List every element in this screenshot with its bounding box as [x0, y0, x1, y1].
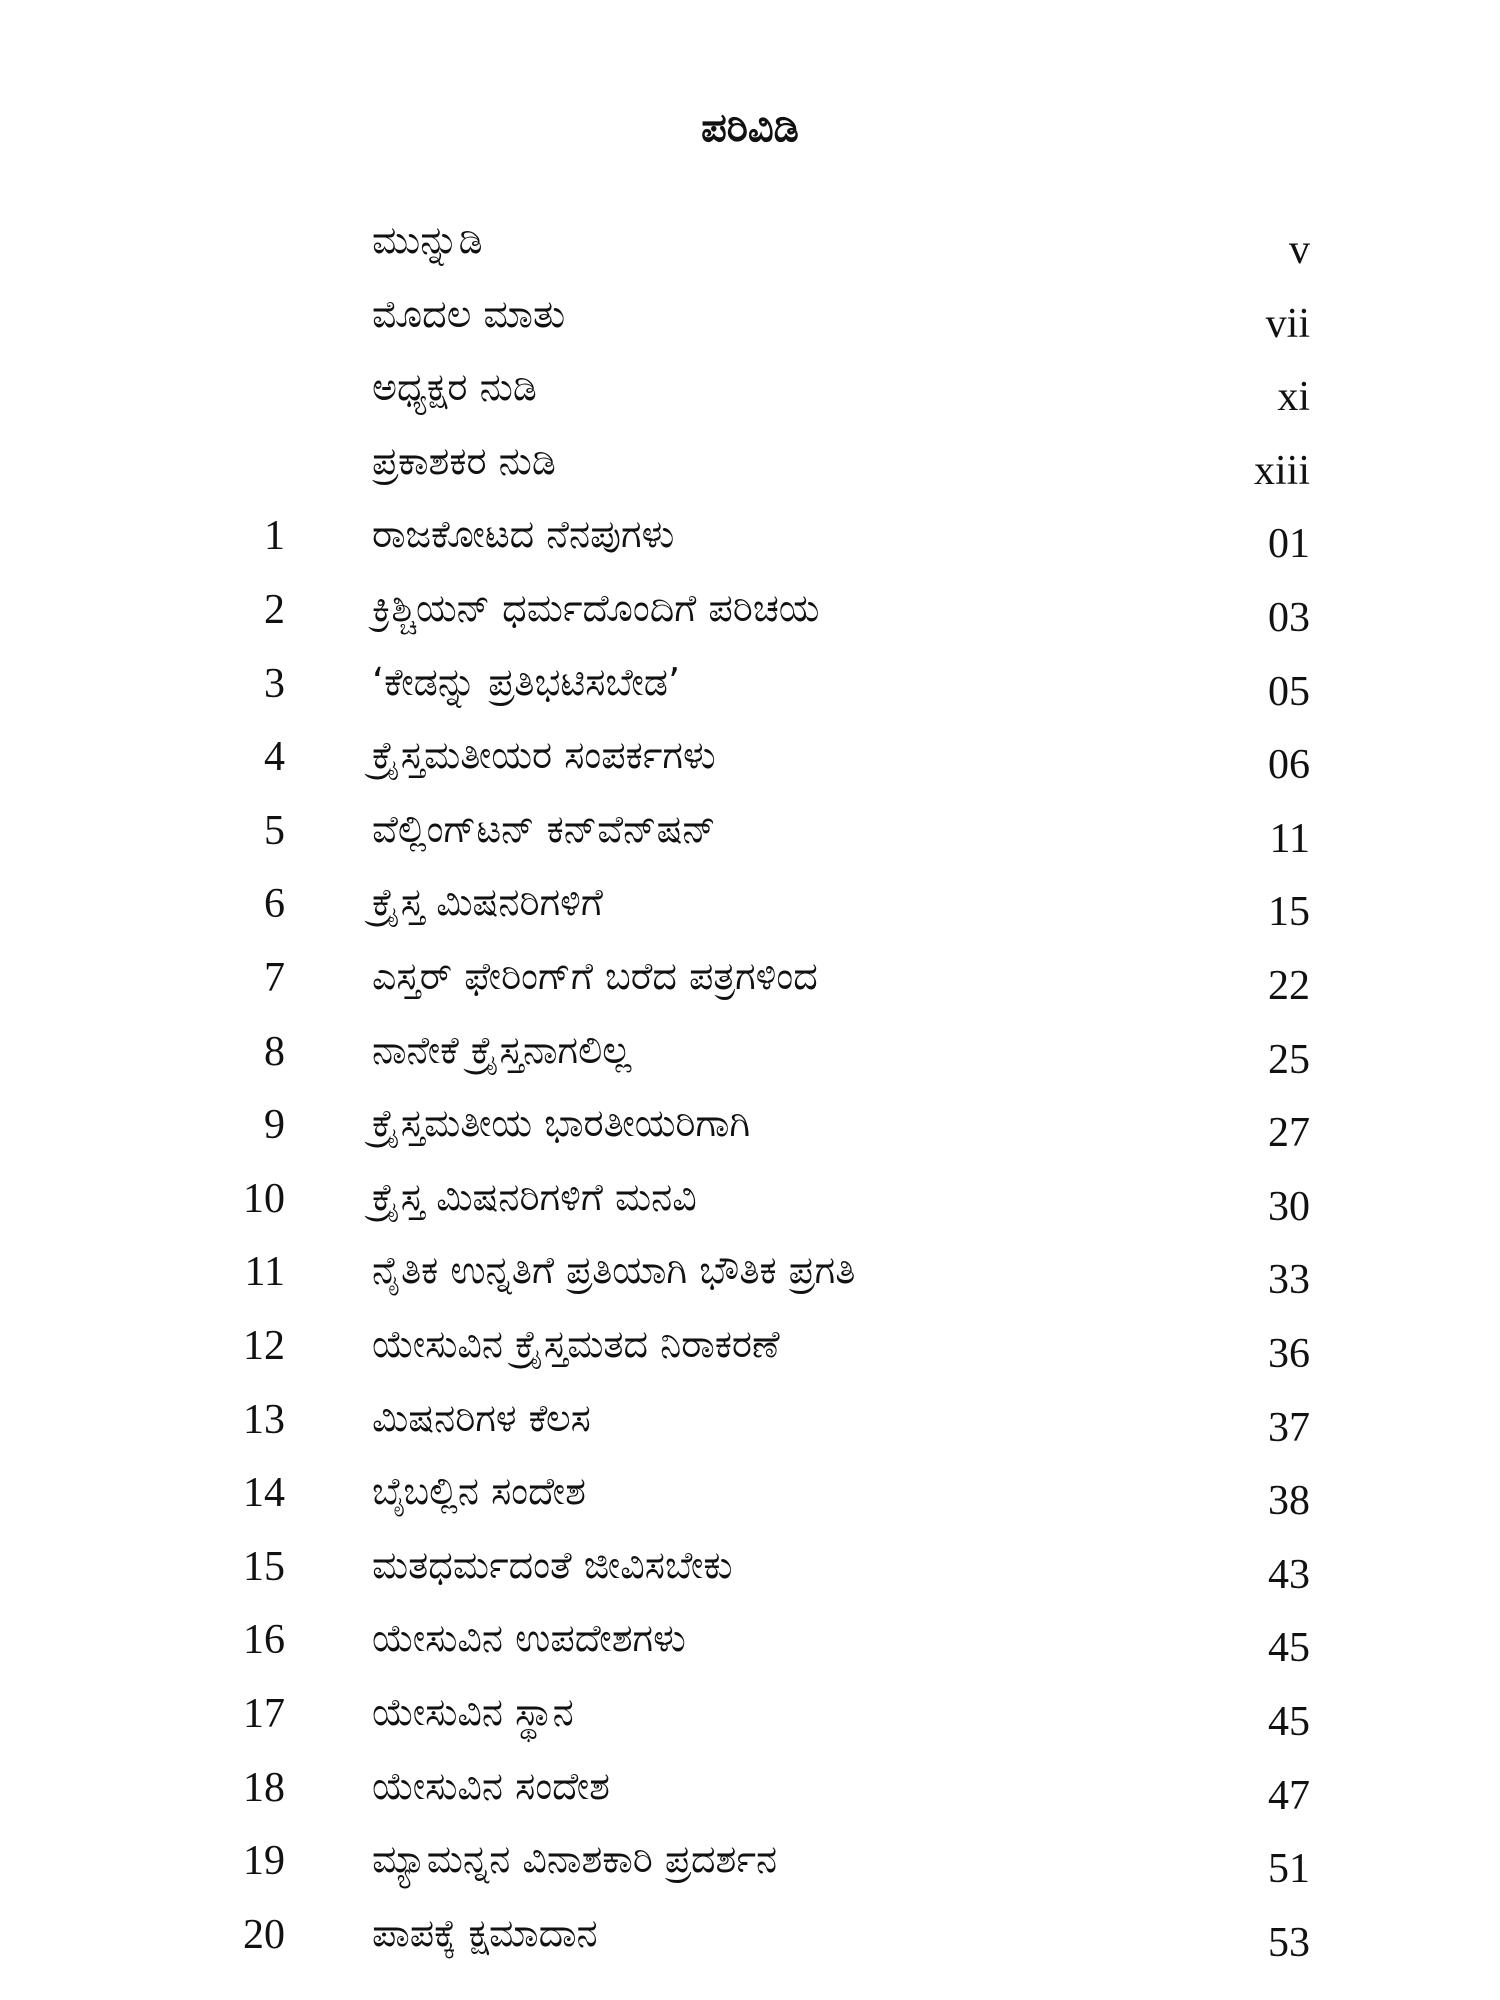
chapter-title: ಯೇಸುವಿನ ಕ್ರೈಸ್ತಮತದ ನಿರಾಕರಣೆ	[372, 1322, 780, 1366]
toc-entry	[0, 1322, 1500, 1392]
page-number: 05	[1268, 668, 1310, 715]
chapter-title: ನೈತಿಕ ಉನ್ನತಿಗೆ ಪ್ರತಿಯಾಗಿ ಭೌತಿಕ ಪ್ರಗತಿ	[372, 1248, 856, 1293]
chapter-title: ಯೇಸುವಿನ ಉಪದೇಶಗಳು	[372, 1616, 686, 1661]
toc-entry	[0, 1028, 1500, 1098]
chapter-number: 4	[264, 734, 285, 781]
chapter-number: 5	[264, 807, 285, 854]
toc-entry	[0, 1543, 1500, 1613]
page-number: xiii	[1253, 447, 1310, 494]
toc-entry	[0, 1469, 1500, 1539]
page-number: 45	[1268, 1625, 1310, 1672]
page-number: 37	[1268, 1404, 1310, 1451]
chapter-title: ಯೇಸುವಿನ ಸಂದೇಶ	[372, 1763, 610, 1808]
toc-entry	[0, 660, 1500, 730]
toc-entry	[0, 1911, 1500, 1981]
page-number: 25	[1268, 1036, 1310, 1083]
page-number: 30	[1268, 1183, 1310, 1230]
toc-entry	[0, 218, 1500, 288]
chapter-number: 15	[243, 1543, 285, 1590]
page-number: v	[1289, 227, 1310, 273]
toc-entry	[0, 365, 1500, 435]
toc-entry	[0, 1764, 1500, 1834]
chapter-title: ಪಾಪಕ್ಕೆ ಕ್ಷಮಾದಾನ	[372, 1910, 598, 1955]
chapter-title: ವೆಲ್ಲಿಂಗ್‌ಟನ್ ಕನ್‌ವೆನ್‌ಷನ್	[372, 806, 716, 851]
toc-entry	[0, 733, 1500, 803]
page-number: 11	[1269, 815, 1310, 862]
chapter-title: ಎಸ್ತರ್ ಫೇರಿಂಗ್‌ಗೆ ಬರೆದ ಪತ್ರಗಳಿಂದ	[372, 954, 818, 998]
chapter-title: ಪ್ರಕಾಶಕರ ನುಡಿ	[372, 438, 556, 483]
chapter-number: 2	[264, 587, 285, 633]
toc-entry	[0, 1248, 1500, 1318]
toc-entry	[0, 586, 1500, 656]
chapter-title: ಅಧ್ಯಕ್ಷರ ನುಡಿ	[372, 365, 537, 410]
toc-entry	[0, 1616, 1500, 1686]
chapter-number: 1	[264, 513, 285, 560]
toc-entry	[0, 1837, 1500, 1907]
chapter-number: 20	[243, 1911, 285, 1958]
toc-entry	[0, 292, 1500, 362]
chapter-number: 10	[243, 1175, 285, 1222]
page-number: 15	[1268, 889, 1310, 936]
chapter-number: 12	[243, 1323, 285, 1369]
page-number: 33	[1268, 1257, 1310, 1304]
page-number: 53	[1268, 1919, 1310, 1966]
chapter-title: ಮತಧರ್ಮದಂತೆ ಜೀವಿಸಬೇಕು	[372, 1542, 733, 1587]
chapter-title: ಕ್ರೈಸ್ತಮತೀಯರ ಸಂಪರ್ಕಗಳು	[372, 733, 716, 778]
chapter-title: ಮುನ್ನುಡಿ	[372, 218, 483, 262]
page-number: 22	[1268, 963, 1310, 1009]
chapter-title: ಯೇಸುವಿನ ಸ್ಥಾನ	[372, 1690, 574, 1734]
page-number: 38	[1268, 1478, 1310, 1525]
chapter-number: 3	[264, 660, 285, 707]
chapter-title: ನಾನೇಕೆ ಕ್ರೈಸ್ತನಾಗಲಿಲ್ಲ	[372, 1027, 632, 1072]
chapter-number: 16	[243, 1617, 285, 1664]
page-number: xi	[1277, 374, 1310, 421]
toc-entry	[0, 880, 1500, 950]
page-number: 51	[1268, 1846, 1310, 1893]
chapter-number: 6	[264, 881, 285, 928]
chapter-number: 19	[243, 1838, 285, 1885]
toc-entry	[0, 1690, 1500, 1760]
chapter-title: ಮಿಷನರಿಗಳ ಕೆಲಸ	[372, 1395, 591, 1440]
chapter-title: ಕ್ರೈಸ್ತ ಮಿಷನರಿಗಳಿಗೆ ಮನವಿ	[372, 1174, 697, 1219]
page-number: 43	[1268, 1551, 1310, 1598]
toc-entry	[0, 439, 1500, 509]
toc-entry	[0, 512, 1500, 582]
toc-entry	[0, 954, 1500, 1024]
toc-entry	[0, 1396, 1500, 1466]
page-title: ಪರಿವಿಡಿ	[701, 105, 799, 151]
toc-entry	[0, 1101, 1500, 1171]
page-number: 03	[1268, 595, 1310, 641]
chapter-title: ಮೊದಲ ಮಾತು	[372, 291, 566, 336]
chapter-title: ಬೈಬಲ್ಲಿನ ಸಂದೇಶ	[372, 1469, 586, 1514]
chapter-number: 8	[264, 1028, 285, 1075]
chapter-number: 14	[243, 1470, 285, 1517]
page-number: 45	[1268, 1699, 1310, 1745]
chapter-number: 7	[264, 955, 285, 1001]
chapter-title: ಮ್ಯಾಮನ್ನನ ವಿನಾಶಕಾರಿ ಪ್ರದರ್ಶನ	[372, 1837, 778, 1882]
chapter-title: ರಾಜಕೋಟದ ನೆನಪುಗಳು	[372, 512, 675, 557]
chapter-title: ಕ್ರಿಶ್ಚಿಯನ್ ಧರ್ಮದೊಂದಿಗೆ ಪರಿಚಯ	[372, 586, 820, 630]
page-number: 27	[1268, 1110, 1310, 1157]
page-number: 47	[1268, 1772, 1310, 1819]
chapter-title: ಕ್ರೈಸ್ತಮತೀಯ ಭಾರತೀಯರಿಗಾಗಿ	[372, 1101, 751, 1146]
chapter-title: ಕ್ರೈಸ್ತ ಮಿಷನರಿಗಳಿಗೆ	[372, 880, 603, 925]
chapter-number: 18	[243, 1764, 285, 1811]
chapter-number: 13	[243, 1396, 285, 1443]
page-number: vii	[1265, 300, 1310, 347]
chapter-title: ‘ಕೇಡನ್ನು ಪ್ರತಿಭಟಿಸಬೇಡ’	[372, 659, 681, 704]
page-number: 01	[1268, 521, 1310, 568]
page-number: 36	[1268, 1331, 1310, 1377]
chapter-number: 11	[244, 1249, 285, 1296]
toc-entry	[0, 807, 1500, 877]
toc-entry	[0, 1175, 1500, 1245]
chapter-number: 9	[264, 1102, 285, 1149]
page-number: 06	[1268, 742, 1310, 789]
chapter-number: 17	[243, 1691, 285, 1737]
